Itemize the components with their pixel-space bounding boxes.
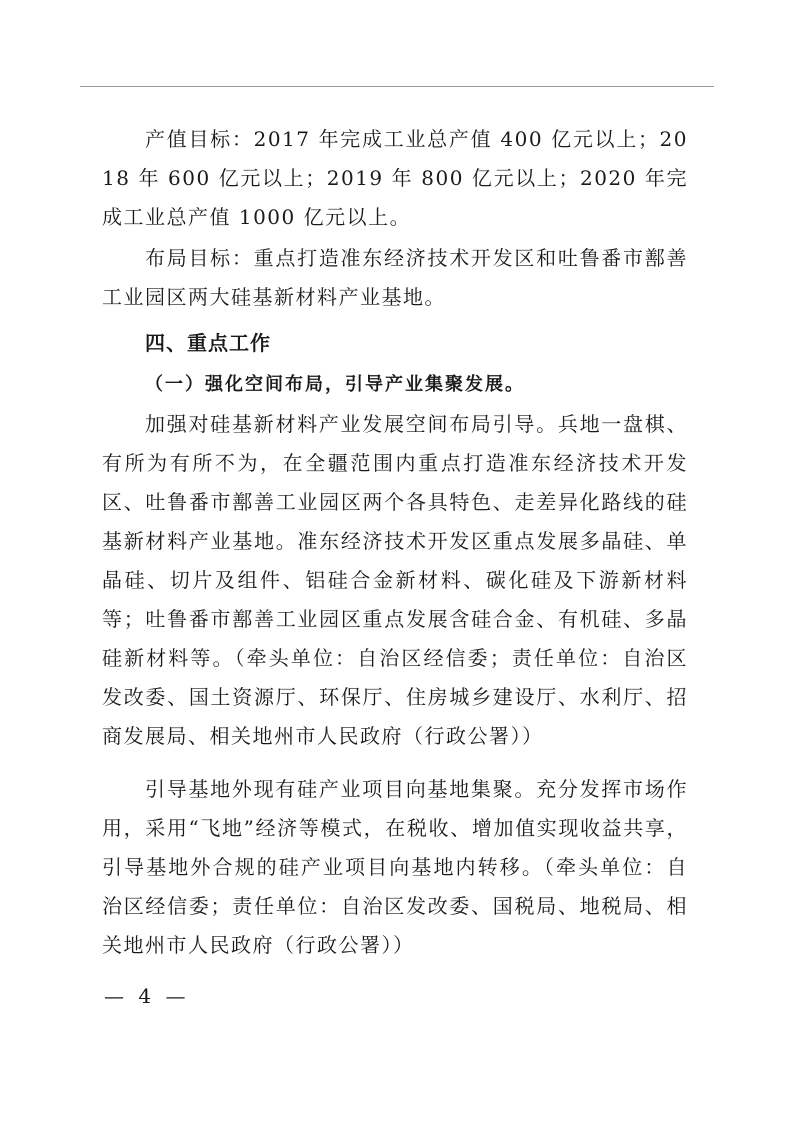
body-paragraph-2: 引导基地外现有硅产业项目向基地集聚。充分发挥市场作用，采用“飞地”经济等模式，在税收、增加值实现收益共享，引导基地外合规的硅产业项目向基地内转移。（牵头单位：自治区经信委；责任单位：自治区发改委、国税局、地税局、相关地州市人民政府（行政公署）） (102, 777, 688, 957)
document-body (102, 120, 688, 965)
layout-target-paragraph: 布局目标：重点打造准东经济技术开发区和吐鲁番市鄯善工业园区两大硅基新材料产业基地。 (102, 246, 688, 309)
subsection-heading: （一）强化空间布局，引导产业集聚发展。 (145, 374, 525, 395)
section-heading: 四、重点工作 (145, 331, 271, 355)
header-rule (80, 86, 714, 87)
body-paragraph-1: 加强对硅基新材料产业发展空间布局引导。兵地一盘棋、有所为有所不为，在全疆范围内重点打造准东经济技术开发区、吐鲁番市鄯善工业园区两个各具特色、走差异化路线的硅基新材料产业基地。准东经济技术开发区重点发展多晶硅、单晶硅、切片及组件、铝硅合金新材料、碳化硅及下游新材料等；吐鲁番市鄯善工业园区重点发展含硅合金、有机硅、多晶硅新材料等。（牵头单位：自治区经信委；责任单位：自治区发改委、国土资源厅、环保厅、住房城乡建设厅、水利厅、招商发展局、相关地州市人民政府（行政公署）） (102, 412, 688, 748)
output-target-paragraph: 产值目标：2017 年完成工业总产值 400 亿元以上；2018 年 600 亿元以上；2019 年 800 亿元以上；2020 年完成工业总产值 1000 亿元以上。 (102, 127, 688, 229)
page-number: — 4 — (104, 984, 190, 1008)
